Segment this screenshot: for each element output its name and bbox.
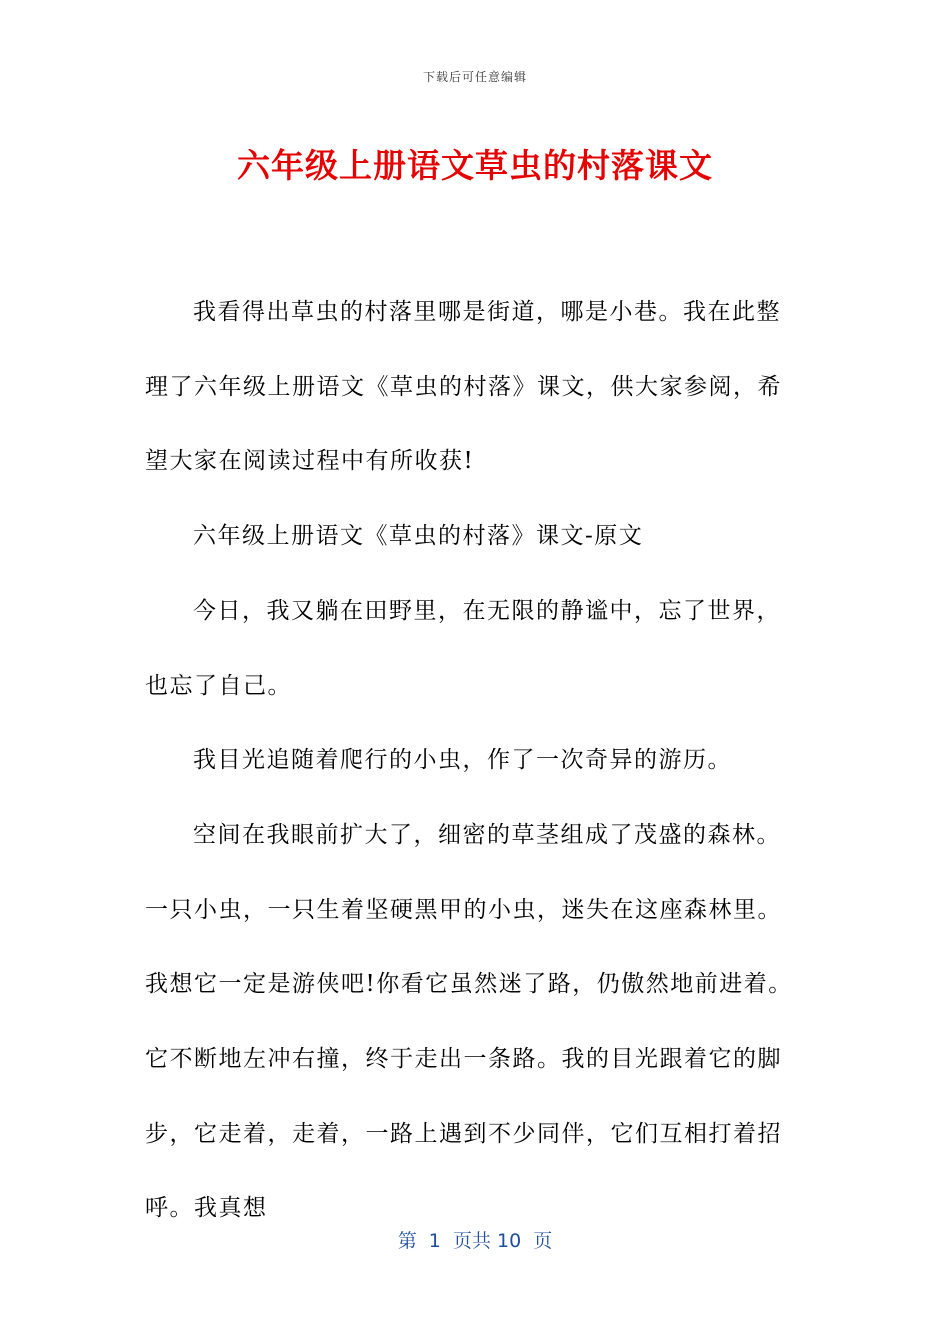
paragraph-section-heading: 六年级上册语文《草虫的村落》课文-原文: [193, 523, 644, 550]
paragraph-body-2: 我目光追随着爬行的小虫，作了一次奇异的游历。: [193, 747, 732, 774]
page-number-footer: 第 1 页共 10 页: [397, 1230, 553, 1252]
header-note: 下载后可任意编辑: [422, 70, 527, 84]
paragraph-body-1: 今日，我又躺在田野里，在无限的静谧中，忘了世界，也忘了自己。: [145, 597, 781, 699]
document-title: 六年级上册语文草虫的村落课文: [237, 146, 713, 185]
paragraph-intro: 我看得出草虫的村落里哪是街道，哪是小巷。我在此整理了六年级上册语文《草虫的村落》课文，供大家参阅，希望大家在阅读过程中有所收获!: [145, 299, 782, 475]
document-body: [145, 275, 805, 1246]
paragraph-body-3: 空间在我眼前扩大了，细密的草茎组成了茂盛的森林。一只小虫，一只生着坚硬黑甲的小虫，迷失在这座森林里。我想它一定是游侠吧!你看它虽然迷了路，仍傲然地前进着。它不断地左冲右撞，终于走出一条路。我的目光跟着它的脚步，它走着，走着，一路上遇到不少同伴，它们互相打着招呼。我真想: [145, 821, 793, 1222]
